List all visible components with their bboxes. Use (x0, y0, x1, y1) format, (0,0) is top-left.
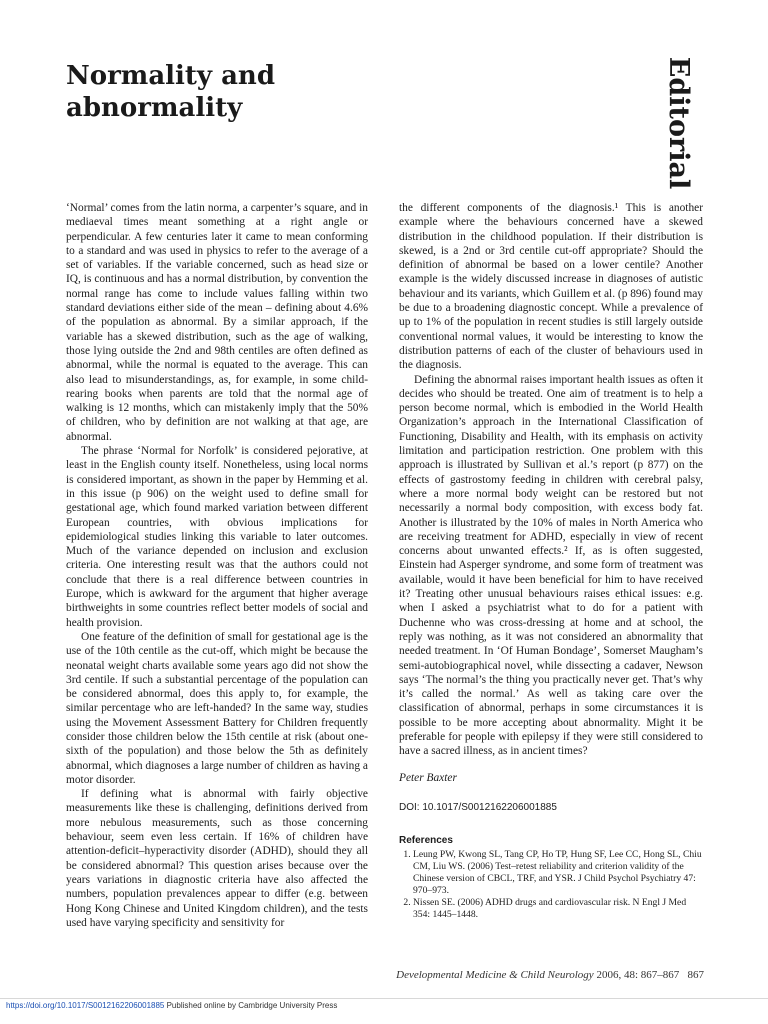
reference-item: 1. Leung PW, Kwong SL, Tang CP, Ho TP, Hung SF, Lee CC, Hong SL, Chiu CM, Liu WS. (2006) Test–retest reliability and criterion validity of the Chinese version of CBCL, TRF, and YSR. J Child Psychol Psychiatry 47: 970–973. (413, 849, 703, 897)
left-column (66, 201, 368, 930)
paragraph: the different components of the diagnosis.¹ This is another example where the behaviours concerned have a skewed distribution in the childhood population. If their distribution is skewed, is a 2nd or 3rd centile cut-off appropriate? Should the definition of abnormal be based on a lower centile? Another example is the widely discussed increase in diagnoses of autistic behaviour and its variants, which Guillem et al. (p 896) found may be due to a broadening diagnostic concept. While a prevalence of up to 1% of the population in recent studies is still largely outside conventional normal values, it would be interesting to know the distribution patterns of each of the cluster of behaviours used in the diagnosis. (399, 202, 703, 372)
paragraph: ‘Normal’ comes from the latin norma, a carpenter’s square, and in mediaeval times meant something at a right angle or perpendicular. A few centuries later it came to mean conforming to a standard and was used in physics to refer to the average of a set of variables. If the variable concerned, such as head size or IQ, is continuous and has a normal distribution, by convention the normal range has come to include values falling within two standard deviations either side of the mean – defining about 4.6% of the population as abnormal. By a similar approach, if the variable has a skewed distribution, such as the age of walking, those lying outside the 2nd and 98th centiles are often defined as abnormal, while the normal is equated to the average. This can also lead to misunderstandings, as, for example, in some child-rearing books when parents are told that the normal age of walking is 12 months, which can mistakenly imply that the 50% of children, who by definition are not walking at that age, are abnormal. (66, 202, 368, 443)
paragraph: If defining what is abnormal with fairly objective measurements like these is challenging, definitions derived from more nebulous measurements, such as those concerning behaviour, seem even less certain. If 16% of children have attention-deficit–hyperactivity disorder (ADHD), should they all be considered abnormal? This question arises because over the years variations in diagnostic criteria have also affected the numbers, population prevalences appear to differ (e.g. between Hong Kong Chinese and United Kingdom children), and the tests used have varying specificity and sensitivity for (66, 788, 368, 929)
references (399, 835, 703, 921)
footer-divider (0, 998, 768, 999)
right-column (399, 201, 703, 921)
title-line-1: Normality and (66, 61, 276, 91)
page-number: 867 (687, 969, 704, 981)
title-line-2: abnormality (66, 93, 243, 123)
reference-list (399, 849, 703, 921)
paragraph: One feature of the definition of small for gestational age is the use of the 10th centile as the cut-off, which might be because the neonatal weight charts available some years ago did not show the 3rd centile. If such a substantial percentage of the population can be considered abnormal, does this apply to, for example, the similar percentage who are left-handed? In the same way, studies using the Movement Assessment Battery for Children frequently consider those children below the 15th centile at risk (about one-sixth of the population) and those below the 5th as definitely abnormal, which diagnoses a large number of children as having a motor disorder. (66, 630, 368, 786)
journal-name: Developmental Medicine & Child Neurology (396, 969, 594, 981)
journal-citation: 2006, 48: 867–867 (596, 969, 680, 981)
section-label: Editorial (663, 56, 694, 190)
article-title (66, 60, 275, 124)
references-heading: References (399, 835, 453, 847)
doi-link[interactable]: https://doi.org/10.1017/S0012162206001885 (6, 1001, 165, 1010)
paragraph: The phrase ‘Normal for Norfolk’ is considered pejorative, at least in the English county itself. Nonetheless, using local norms is considered important, as shown in the paper by Hemming et al. in this issue (p 906) on the weight used to define small for gestational age, which found marked variation between different European countries, with obvious implications for epidemiological studies linking this variable to later outcomes. Much of the variance depended on inclusion and exclusion criteria. One interesting result was that the authors could not conclude that there is a real difference between countries in Europe, which is awkward for the argument that higher average birthweights in some countries reflect better models of social and health provision. (66, 445, 368, 629)
footer-journal (396, 969, 704, 981)
paragraph: Defining the abnormal raises important health issues as often it decides who should be treated. One aim of treatment is to help a person become normal, which is embodied in the World Health Organization’s approach in the International Classification of Functioning, Disability and Health, with its emphasis on activity limitation and participation restriction. One problem with this approach is illustrated by Sullivan et al.’s report (p 877) on the effects of gastrostomy feeding in children with cerebral palsy, where a more normal body weight can be restored but not necessarily a normal body composition, with excess body fat. Another is illustrated by the 10% of males in North America who are receiving treatment for ADHD, especially in view of recent concerns about unwanted effects.² If, as is often suggested, Einstein had Asperger syndrome, and some form of treatment was available, would it have been beneficial for him to have received it? Treating other unusual behaviours raises ethical issues: e.g. when I asked a psychiatrist what to do for a patient with Duchenne who was cross-dressing at home and at school, the reply was nothing, as it was not considered an abnormality that needed treatment. In ‘Of Human Bondage’, Somerset Maugham’s semi-autobiographical novel, while dissecting a cadaver, Newson says ‘The normal’s the thing you practically never get. That’s why it’s called the normal.’ As well as taking care over the classification of abnormal, perhaps in some circumstances it is possible to be more accepting about abnormality. Might it be preferable for people with epilepsy if they were still considered to have a sacred illness, as in ancient times? (399, 373, 703, 758)
published-note: Published online by Cambridge University Press (166, 1001, 338, 1010)
footer-doi (6, 1001, 337, 1010)
article-doi: DOI: 10.1017/S0012162206001885 (399, 801, 557, 813)
author-name: Peter Baxter (399, 771, 457, 784)
reference-item: 2. Nissen SE. (2006) ADHD drugs and cardiovascular risk. N Engl J Med 354: 1445–1448. (413, 897, 703, 921)
